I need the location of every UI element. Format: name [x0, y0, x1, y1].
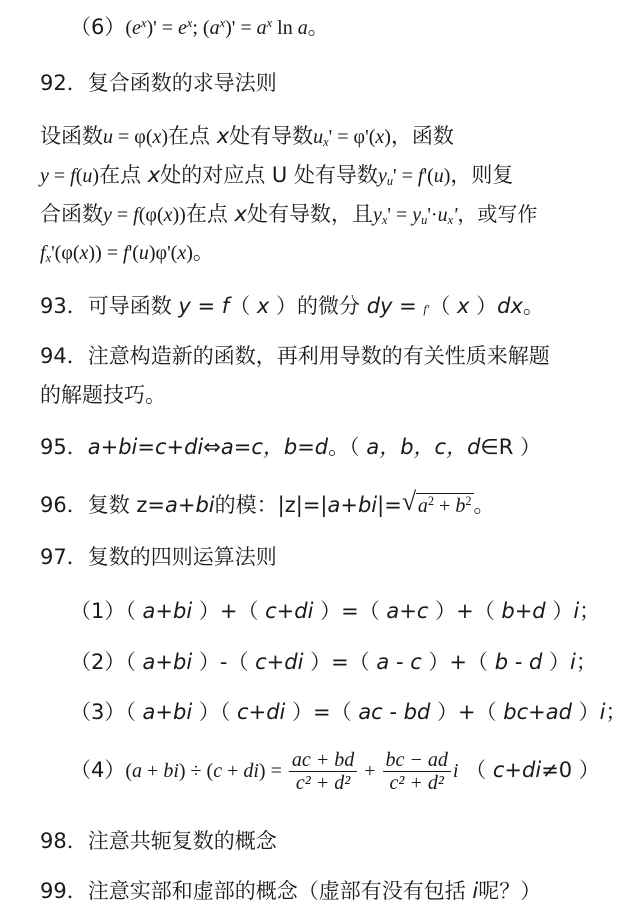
math-y-fu: y = f(u) [40, 165, 100, 187]
section-99-line: 99．注意实部和虚部的概念（虚部有没有包括 i呢？） [40, 879, 542, 903]
exp-derivative-formula: $(e^x)' = e^x$; $(a^x)' = a^x$ ln a [125, 16, 308, 39]
division-lhs: (a + bi) ÷ (c + di) = [125, 760, 287, 782]
section-98-line: 98．注意共轭复数的概念 [40, 829, 277, 853]
rule-addition: （1）（ a+bi ）+（ c+di ）=（ a+c ）+（ b+d ）i； [70, 599, 601, 623]
section-93-line: 93．可导函数 y = f（ x ）的微分 dy = f'（ x ）dx。 [40, 294, 544, 318]
fraction-real: $\frac{ac + bd}{\text{c² + d²}}$ [289, 749, 357, 794]
section-94-line-2: 的解题技巧。 [40, 383, 166, 407]
chain-rule-line-2: y = f(u)在点 x处的对应点 U 处有导数$y_u' = f'(u)$，则复 [40, 163, 514, 189]
line-prefix: （6） [70, 15, 126, 39]
math-ux-prime: $u_x' = \varphi'(x)$ [313, 126, 391, 150]
math-yu-prime: $y_u' = f'(u)$ [377, 165, 451, 189]
math-fx-prime: $f_x'(\varphi(x)) = f'(u)\varphi'(x)$ [40, 242, 193, 266]
chain-rule-line-1: 设函数u = φ(x)在点 x处有导数$u_x' = \varphi'(x)$，函数 [40, 124, 454, 150]
section-95-line: 95．a+bi=c+di⇔a=c，b=d。（ a，b，c，d∈R ） [40, 435, 541, 459]
section-92-heading: 92．复合函数的求导法则 [40, 71, 277, 95]
chain-rule-line-3: 合函数y = f(φ(x))在点 x处有导数，且$y_x' = y_u'\cdot u_x'$，或写作 [40, 202, 538, 228]
sqrt-modulus: √ $a^2 + b^2$ [401, 487, 472, 517]
rule-multiplication: （3）（ a+bi ）（ c+di ）=（ ac - bd ）+（ bc+ad ）i； [70, 700, 627, 724]
fraction-imag: $\frac{bc - ad}{\text{c² + d²}}$ [383, 749, 451, 794]
chain-rule-line-4: $f_x'(\varphi(x)) = f'(u)\varphi'(x)$。 [40, 240, 214, 266]
math-yx-prime: $y_x' = y_u'\cdot u_x'$，或写作 [372, 204, 538, 228]
section-94-line-1: 94．注意构造新的函数，再利用导数的有关性质来解题 [40, 344, 550, 368]
section-97-heading: 97．复数的四则运算法则 [40, 545, 277, 569]
rule-division: （4）(a + bi) ÷ (c + di) = $\frac{ac + bd}{\text{c² + d²}}$ + $\frac{bc - ad}{\text{c² + d²}}$ i （ c+di≠0 ） [70, 748, 600, 794]
rule-subtraction: （2）（ a+bi ）-（ c+di ）=（ a - c ）+（ b - d ）i； [70, 650, 597, 674]
math-composite: y = f(φ(x)) [103, 204, 186, 226]
math-u-phi: u = φ(x) [103, 126, 169, 148]
section-96-line: 96．复数 z=a+bi的模：|z|=|a+bi|= √ $a^2 + b^2$。 [40, 490, 495, 521]
formula-6-line: $(6)(e^x)' = e^x$; $(a^x)' = a^x$ ln a。 [70, 15, 329, 39]
